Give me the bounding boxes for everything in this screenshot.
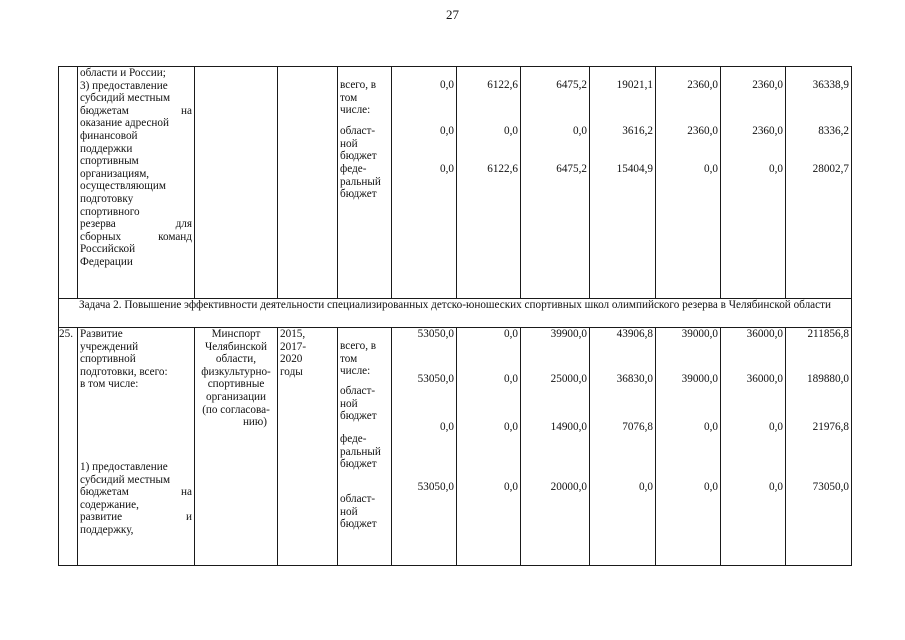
years-cell <box>278 67 338 299</box>
value-col-3: 39900,0 25000,0 14900,0 20000,0 <box>521 328 590 566</box>
executor-cell: Минспорт Челябинской области, физкультурно- спортивные организации (по согласова- нию) <box>195 328 278 566</box>
row-number-cell <box>59 67 78 299</box>
value-col-2: 6122,6 0,0 6122,6 <box>457 67 521 299</box>
source-cell: всего, в том числе: област-ной бюджет феде-ральный бюджет област-ной бюджет <box>338 328 392 566</box>
description-cell: Развитие учреждений спортивной подготовки, всего: в том числе: 1) предоставление субсидий местным бюджетам на содержание, развитие и поддержку, <box>78 328 195 566</box>
value-col-total: 211856,8 189880,0 21976,8 73050,0 <box>786 328 852 566</box>
table-row <box>59 328 852 566</box>
value-col-5: 2360,0 2360,0 0,0 <box>656 67 721 299</box>
years-cell: 2015, 2017- 2020 годы <box>278 328 338 566</box>
value-col-2: 0,0 0,0 0,0 0,0 <box>457 328 521 566</box>
value-col-1: 0,0 0,0 0,0 <box>392 67 457 299</box>
value-col-3: 6475,2 0,0 6475,2 <box>521 67 590 299</box>
value-col-6: 2360,0 2360,0 0,0 <box>721 67 786 299</box>
row-number: 25. <box>59 328 78 566</box>
value-col-4: 19021,1 3616,2 15404,9 <box>590 67 656 299</box>
description-cell: области и России; 3) предоставление субсидий местным бюджетам на оказание адресной финансовой поддержки спортивным организациям, осуществляющим подготовку спортивного резерва для сборных команд Российской Федерации <box>78 67 195 299</box>
value-col-5: 39000,0 39000,0 0,0 0,0 <box>656 328 721 566</box>
program-table <box>58 66 852 566</box>
source-cell: всего, в том числе: област-ной бюджет феде-ральный бюджет <box>338 67 392 299</box>
value-col-1: 53050,0 53050,0 0,0 53050,0 <box>392 328 457 566</box>
executor-cell <box>195 67 278 299</box>
value-col-total: 36338,9 8336,2 28002,7 <box>786 67 852 299</box>
continuation-row <box>59 67 852 299</box>
task-heading: Задача 2. Повышение эффективности деятельности специализированных детско-юношеских спортивных школ олимпийского резерва в Челябинской области <box>59 299 852 328</box>
value-col-4: 43906,8 36830,0 7076,8 0,0 <box>590 328 656 566</box>
task-heading-row <box>59 299 852 328</box>
value-col-6: 36000,0 36000,0 0,0 0,0 <box>721 328 786 566</box>
page-number: 27 <box>446 7 459 22</box>
